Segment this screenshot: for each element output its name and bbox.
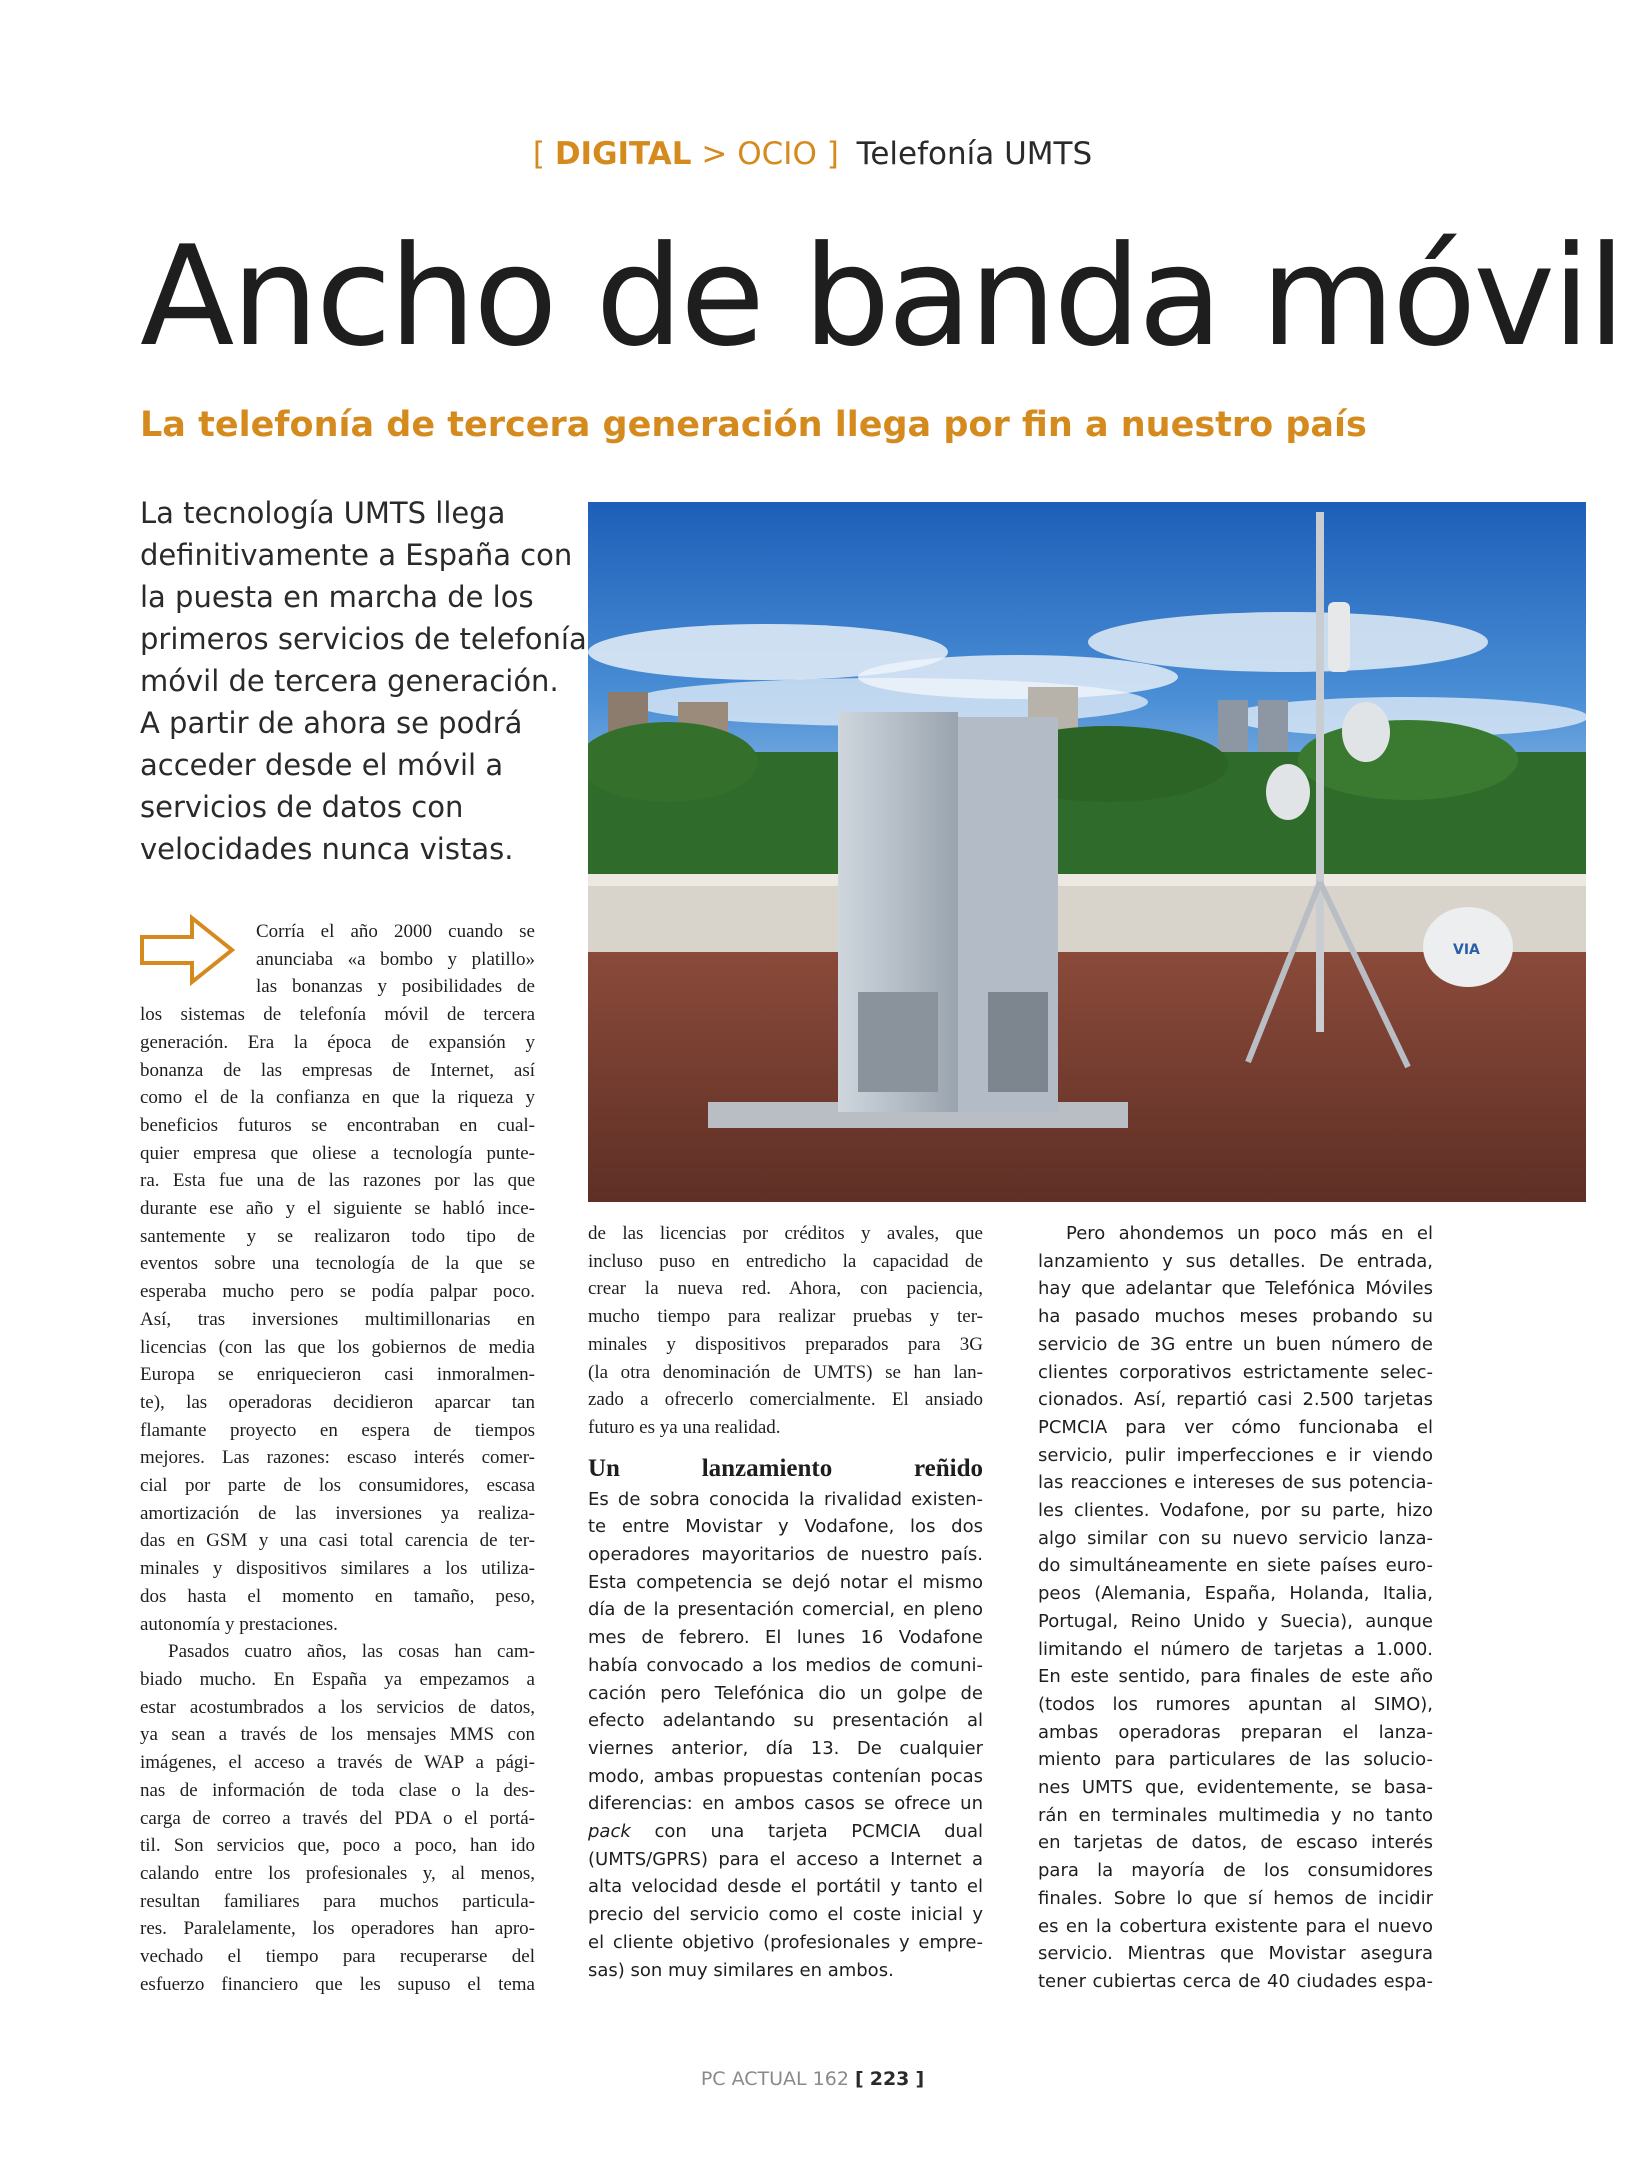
text-line: (todos los rumores apuntan al SIMO), (1038, 1693, 1433, 1715)
text-line: rán en terminales multimedia y no tanto (1038, 1804, 1433, 1826)
text-line: res. Paralelamente, los operadores han apro- (140, 1918, 535, 1940)
text-line: carga de correo a través del PDA o el portá- (140, 1807, 535, 1829)
microwave-dish (1342, 702, 1390, 762)
text-line: ha pasado muchos meses probando su (1038, 1306, 1433, 1328)
text-line: santemente y se realizaron todo tipo de (140, 1225, 535, 1247)
text-line: las bonanzas y posibilidades de (256, 976, 535, 998)
text-line: generación. Era la época de expansión y (140, 1031, 535, 1053)
text-line: flamante proyecto en espera de tiempos (140, 1419, 535, 1441)
text-line: Esta competencia se dejó notar el mismo (588, 1571, 983, 1593)
article-subtitle: La telefonía de tercera generación llega por fin a nuestro país (140, 405, 1367, 445)
text-line: incluso puso en entredicho la capacidad de (588, 1250, 983, 1272)
text-line: efecto adelantando su presentación al (588, 1710, 983, 1732)
pack-word: pack (588, 1821, 631, 1843)
header-subsection: OCIO (737, 136, 817, 172)
text-line: tener cubiertas cerca de 40 ciudades espa- (1038, 1970, 1433, 1992)
parapet-top (588, 874, 1586, 886)
text-line: dos hasta el momento en tamaño, peso, (140, 1585, 535, 1607)
text-line: durante ese año y el siguiente se habló ince- (140, 1198, 535, 1220)
text-line: quier empresa que oliese a tecnología punte- (140, 1142, 535, 1164)
roof-deck (588, 952, 1586, 1202)
section-header (0, 136, 1625, 172)
text-line: día de la presentación comercial, en pleno (588, 1599, 983, 1621)
text-line: precio del servicio como el coste inicial y (588, 1904, 983, 1926)
text-line: en tarjetas de datos, de escaso interés (1038, 1832, 1433, 1854)
lead-line: A partir de ahora se podrá (140, 706, 523, 740)
text-line: (UMTS/GPRS) para el acceso a Internet a (588, 1848, 983, 1870)
text-line: mucho tiempo para realizar pruebas y ter- (588, 1306, 983, 1328)
text-line: esfuerzo financiero que les supuso el tema (140, 1973, 535, 1995)
text-line: modo, ambas propuestas contenían pocas (588, 1765, 983, 1787)
lead-line: móvil de tercera generación. (140, 664, 559, 698)
tree (1298, 720, 1518, 800)
text-line: servicio, pulir imperfecciones e ir viendo (1038, 1444, 1433, 1466)
text-line: algo similar con su nuevo servicio lanza- (1038, 1527, 1433, 1549)
text-line: cial por parte de los consumidores, escasa (140, 1475, 535, 1497)
text-line: te), las operadoras decidieron aparcar tan (140, 1391, 535, 1413)
dish-sign: VIA (1453, 942, 1480, 958)
text-line: do simultáneamente en siete países euro- (1038, 1555, 1433, 1577)
text-line: les clientes. Vodafone, por su parte, hizo (1038, 1500, 1433, 1522)
cabinet-vent (988, 992, 1048, 1092)
body-column-3 (1038, 1220, 1433, 1996)
text-line: nas de información de toda clase o la des- (140, 1779, 535, 1801)
text-line: servicio de 3G entre un buen número de (1038, 1333, 1433, 1355)
text-line: estar acostumbrados a los servicios de datos, (140, 1696, 535, 1718)
text-line: futuro es ya una realidad. (588, 1416, 781, 1438)
text-line: esperaba mucho pero se podía palpar poco. (140, 1281, 535, 1303)
text-line: mes de febrero. El lunes 16 Vodafone (588, 1627, 983, 1649)
text-line: sas) son muy similares en ambos. (588, 1959, 894, 1981)
body-column-1 (140, 918, 535, 1998)
text-line: Es de sobra conocida la rivalidad existen- (588, 1488, 983, 1510)
text-line: de las licencias por créditos y avales, que (588, 1223, 983, 1244)
footer-close-bracket: ] (915, 2068, 925, 2090)
text-line: PCMCIA para ver cómo funcionaba el (1038, 1416, 1433, 1438)
text-line: amortización de las inversiones ya realiza- (140, 1502, 535, 1524)
text-line: Europa se enriquecieron casi inmoralmen- (140, 1364, 535, 1386)
text-line: lanzamiento y sus detalles. De entrada, (1038, 1250, 1433, 1272)
rooftop-base-station-photo (588, 502, 1586, 1202)
text-line: es en la cobertura existente para el nuevo (1038, 1915, 1433, 1937)
text-line: servicio. Mientras que Movistar asegura (1038, 1943, 1433, 1965)
lead-line: primeros servicios de telefonía (140, 622, 587, 656)
header-section: DIGITAL (554, 136, 692, 172)
text-line: Corría el año 2000 cuando se (256, 921, 535, 942)
cabinet-vent (858, 992, 938, 1092)
text-line (588, 1818, 983, 1846)
page-number: 223 (869, 2068, 910, 2090)
text-line: das en GSM y una casi total carencia de ter- (140, 1530, 535, 1552)
text-line: zado a ofrecerlo comercialmente. El ansiado (588, 1389, 983, 1411)
text-line: diferencias: en ambos casos se ofrece un (588, 1793, 983, 1815)
microwave-dish (1266, 764, 1310, 820)
text-line: minales y dispositivos similares a los utiliza- (140, 1558, 535, 1580)
text-line: nes UMTS que, evidentemente, se basa- (1038, 1777, 1433, 1799)
text-line: Portugal, Reino Unido y Suecia), aunque (1038, 1610, 1433, 1632)
text-line: cionados. Así, repartió casi 2.500 tarjetas (1038, 1389, 1433, 1411)
text-line: biado mucho. En España ya empezamos a (140, 1668, 535, 1690)
text-line: vechado el tiempo para recuperarse del (140, 1946, 535, 1968)
text-line: cación pero Telefónica dio un golpe de (588, 1682, 983, 1704)
text-line: til. Son servicios que, poco a poco, han ido (140, 1835, 535, 1857)
text-line: el cliente objetivo (profesionales y empre- (588, 1931, 983, 1953)
body-column-2 (588, 1220, 983, 1984)
text-line: bonanza de las empresas de Internet, así (140, 1059, 535, 1081)
page-footer (0, 2068, 1625, 2090)
text-line: finales. Sobre lo que sí hemos de incidir (1038, 1887, 1433, 1909)
lead-line: la puesta en marcha de los (140, 580, 534, 614)
text-line: mejores. Las razones: escaso interés comer- (140, 1447, 535, 1469)
text-line: crear la nueva red. Ahora, con paciencia, (588, 1278, 983, 1300)
text-line: Así, tras inversiones multimillonarias en (140, 1308, 535, 1330)
text-line: peos (Alemania, España, Holanda, Italia, (1038, 1583, 1433, 1605)
section-heading: Un lanzamiento reñido (588, 1454, 983, 1482)
text-line: En este sentido, para finales de este año (1038, 1666, 1433, 1688)
text-line: había convocado a los medios de comuni- (588, 1654, 983, 1676)
text-line: resultan familiares para muchos particula- (140, 1890, 535, 1912)
text-line: los sistemas de telefonía móvil de tercera (140, 1004, 535, 1026)
text-line: las reacciones e intereses de sus potencia- (1038, 1472, 1433, 1494)
lead-paragraph (140, 492, 587, 870)
text-line: como el de la confianza en que la riqueza y (140, 1087, 535, 1109)
lead-line: La tecnología UMTS llega (140, 496, 506, 530)
text-line: alta velocidad desde el portátil y tanto el (588, 1876, 983, 1898)
text-line: viernes anterior, día 13. De cualquier (588, 1737, 983, 1759)
lead-line: servicios de datos con (140, 790, 464, 824)
text-line: ambas operadoras preparan el lanza- (1038, 1721, 1433, 1743)
text-line: operadores mayoritarios de nuestro país. (588, 1544, 983, 1566)
antenna-mast (1316, 512, 1324, 1032)
text-line: clientes corporativos estrictamente selec- (1038, 1361, 1433, 1383)
cloud (1088, 612, 1488, 672)
text-line: licencias (con las que los gobiernos de media (140, 1336, 535, 1358)
header-close-bracket: ] (826, 136, 839, 172)
text-line: para la mayoría de los consumidores (1038, 1860, 1433, 1882)
text-line: hay que adelantar que Telefónica Móviles (1038, 1278, 1433, 1300)
footer-magazine: PC ACTUAL 162 (700, 2068, 849, 2090)
header-open-bracket: [ (532, 136, 545, 172)
header-topic: Telefonía UMTS (856, 136, 1093, 172)
sector-antenna (1328, 602, 1350, 672)
lead-line: definitivamente a España con (140, 538, 573, 572)
text-line: autonomía y prestaciones. (140, 1613, 338, 1635)
text-line: ra. Esta fue una de las razones por las que (140, 1170, 535, 1192)
text-line: minales y dispositivos preparados para 3G (588, 1333, 983, 1355)
lead-line: velocidades nunca vistas. (140, 832, 514, 866)
text-line: beneficios futuros se encontraban en cual- (140, 1114, 535, 1136)
text-line: ya sean a través de los mensajes MMS con (140, 1724, 535, 1746)
text-line: te entre Movistar y Vodafone, los dos (588, 1516, 983, 1538)
text-line: anunciaba «a bombo y platillo» (256, 948, 535, 970)
text-line: eventos sobre una tecnología de la que se (140, 1253, 535, 1275)
pack-line-rest: con una tarjeta PCMCIA dual (630, 1821, 983, 1843)
text-line: imágenes, el acceso a través de WAP a pági- (140, 1752, 535, 1774)
text-line: Pasados cuatro años, las cosas han cam- (168, 1641, 535, 1663)
lead-line: acceder desde el móvil a (140, 748, 504, 782)
text-line: limitando el número de tarjetas a 1.000. (1038, 1638, 1433, 1660)
text-line: miento para particulares de las solucio- (1038, 1749, 1433, 1771)
header-separator: > (701, 136, 728, 172)
text-line: calando entre los profesionales y, al menos, (140, 1862, 535, 1884)
article-title: Ancho de banda móvil (140, 216, 1623, 377)
footer-open-bracket: [ (855, 2068, 864, 2090)
text-line: Pero ahondemos un poco más en el (1066, 1223, 1433, 1244)
text-line: (la otra denominación de UMTS) se han lan- (588, 1361, 983, 1383)
